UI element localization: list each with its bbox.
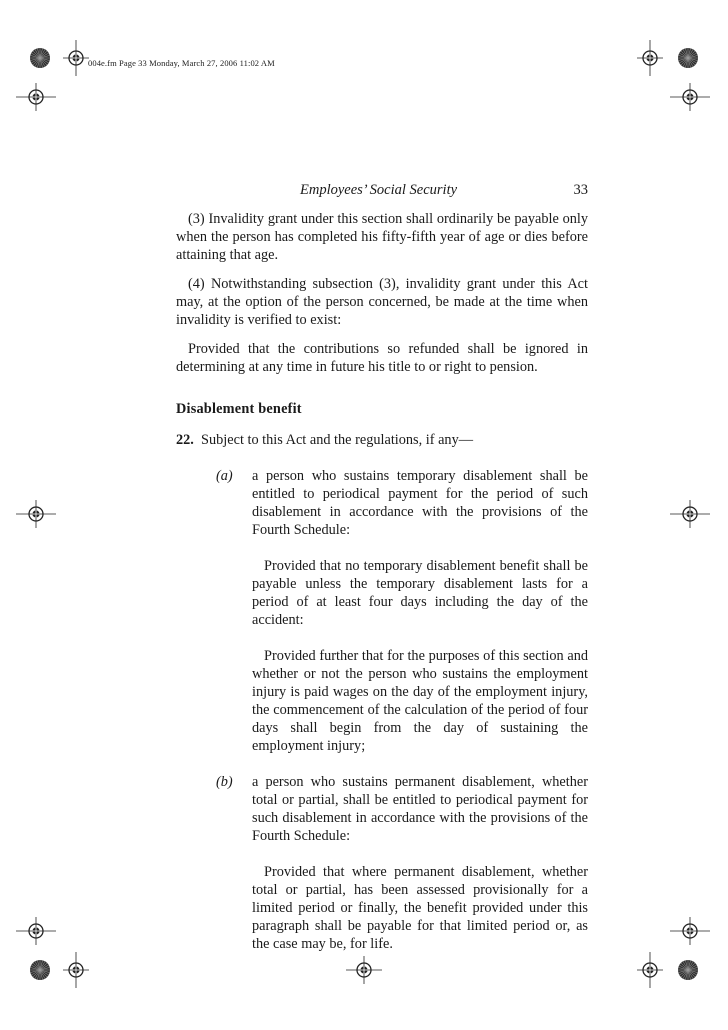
section-22 <box>176 431 588 449</box>
registration-mark-starburst-icon <box>676 958 700 982</box>
registration-mark-crosshair-icon <box>56 950 96 990</box>
section-heading: Disablement benefit <box>176 401 302 417</box>
item-proviso: Provided that no temporary disablement benefit shall be payable unless the temporary disablement lasts for a period of at least four days including the day of the accident: <box>252 558 588 628</box>
item-text: a person who sustains permanent disablement, whether total or partial, shall be entitled to periodical payment for such disablement in accordance with the provisions of the Fourth Schedule: <box>252 774 588 844</box>
registration-mark-crosshair-icon <box>668 909 712 953</box>
registration-mark-starburst-icon <box>28 46 52 70</box>
registration-mark-crosshair-icon <box>630 38 670 78</box>
registration-mark-crosshair-icon <box>14 909 58 953</box>
item-label: (b) <box>216 774 233 790</box>
registration-mark-crosshair-icon <box>14 75 58 119</box>
paragraph-subsection-3: (3) Invalidity grant under this section shall ordinarily be payable only when the person has completed his fifty-fifth year of age or dies before attaining that age. <box>176 211 588 263</box>
item-label: (a) <box>216 468 233 484</box>
page-number: 33 <box>573 182 588 198</box>
printer-slug: 004e.fm Page 33 Monday, March 27, 2006 11:02 AM <box>88 58 275 68</box>
registration-mark-crosshair-icon <box>56 38 96 78</box>
registration-mark-starburst-icon <box>28 958 52 982</box>
registration-mark-crosshair-icon <box>630 950 670 990</box>
paragraph-proviso: Provided that the contributions so refunded shall be ignored in determining at any time in future his title to or right to pension. <box>176 341 588 375</box>
running-header <box>176 182 588 204</box>
item-b <box>176 773 588 953</box>
page-content <box>176 210 588 953</box>
item-proviso: Provided that where permanent disablement, whether total or partial, has been assessed provisionally for a limited period or finally, the benefit provided under this paragraph shall be payable for that limited period or, as the case may be, for life. <box>252 864 588 952</box>
registration-mark-crosshair-icon <box>344 950 384 990</box>
section-text: Subject to this Act and the regulations, if any— <box>201 432 474 448</box>
paragraph-subsection-4: (4) Notwithstanding subsection (3), invalidity grant under this Act may, at the option of the person concerned, be made at the time when invalidity is verified to exist: <box>176 276 588 328</box>
section-number: 22. <box>176 432 194 448</box>
registration-mark-starburst-icon <box>676 46 700 70</box>
registration-mark-crosshair-icon <box>14 492 58 536</box>
item-a <box>176 467 588 755</box>
registration-mark-crosshair-icon <box>668 75 712 119</box>
item-text: a person who sustains temporary disablement shall be entitled to periodical payment for the period of such disablement in accordance with the provisions of the Fourth Schedule: <box>252 468 588 538</box>
item-proviso: Provided further that for the purposes of this section and whether or not the person who sustains the employment injury is paid wages on the day of the employment injury, the commencement of the calculation of the period of four days shall begin from the day of sustaining the employment injury; <box>252 648 588 754</box>
running-title: Employees’ Social Security <box>300 182 458 198</box>
registration-mark-crosshair-icon <box>668 492 712 536</box>
